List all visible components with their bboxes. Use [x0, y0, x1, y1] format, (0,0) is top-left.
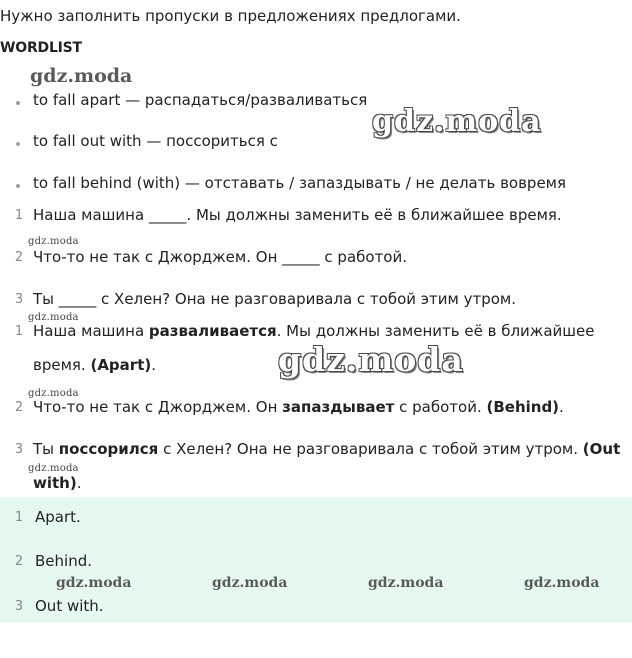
filled-sentence — [33, 440, 620, 458]
bullet-icon — [16, 101, 20, 105]
filled-sentence-continuation — [33, 356, 156, 374]
filled-sentence — [33, 322, 594, 340]
sentence-text: Что-то не так с Джорджем. Он — [33, 398, 283, 416]
sentence-text: с Хелен? Она не разговаривала с тобой этим утром. — [158, 440, 583, 458]
bullet-icon — [16, 184, 20, 188]
watermark: gdz.moda — [56, 575, 132, 591]
answer-hint: (Apart) — [90, 356, 152, 374]
item-number: 3 — [14, 292, 24, 307]
watermark: gdz.moda — [28, 388, 79, 399]
answer-hint: (Behind) — [486, 398, 560, 416]
sentence-text: . — [76, 474, 82, 492]
task-sentence: Ты _____ с Хелен? Она не разговаривала с тобой этим утром. — [33, 290, 516, 308]
watermark: gdz.moda — [524, 575, 600, 591]
sentence-text: Ты — [33, 440, 59, 458]
item-number: 2 — [14, 250, 24, 265]
sentence-text: время. — [33, 356, 91, 374]
sentence-text: . — [559, 398, 564, 416]
task-sentence: Что-то не так с Джорджем. Он _____ с работой. — [33, 248, 408, 266]
task-sentence: Наша машина _____. Мы должны заменить её в ближайшее время. — [33, 206, 562, 224]
answer-item: Out with. — [35, 597, 104, 615]
wordlist-title: WORDLIST — [0, 40, 82, 56]
answer-hint: with) — [33, 474, 77, 492]
filled-sentence-continuation — [33, 474, 82, 492]
watermark: gdz.moda — [28, 463, 79, 474]
item-number: 2 — [14, 554, 24, 569]
item-number: 2 — [14, 400, 24, 415]
answer-word: запаздывает — [282, 398, 395, 416]
item-number: 1 — [14, 208, 24, 223]
answer-hint: (Out — [582, 440, 621, 458]
item-number: 1 — [14, 510, 24, 525]
sentence-text: Наша машина — [33, 322, 149, 340]
wordlist-item: to fall out with — поссориться с — [33, 132, 278, 150]
watermark: gdz.moda — [28, 236, 79, 247]
answer-item: Behind. — [35, 552, 92, 570]
bullet-icon — [16, 142, 20, 146]
watermark: gdz.moda — [212, 575, 288, 591]
item-number: 1 — [14, 324, 24, 339]
sentence-text: . Мы должны заменить её в ближайшее — [276, 322, 595, 340]
sentence-text: с работой. — [394, 398, 487, 416]
watermark: gdz.moda — [28, 312, 79, 323]
task-instruction: Нужно заполнить пропуски в предложениях предлогами. — [0, 7, 461, 25]
wordlist-item: to fall apart — распадаться/разваливаться — [33, 91, 368, 109]
watermark-large: gdz.moda — [278, 340, 464, 379]
item-number: 3 — [14, 599, 24, 614]
filled-sentence — [33, 398, 564, 416]
answer-word: поссорился — [58, 440, 159, 458]
wordlist-item: to fall behind (with) — отставать / запаздывать / не делать вовремя — [33, 174, 567, 192]
answer-item: Apart. — [35, 508, 81, 526]
watermark: gdz.moda — [368, 575, 444, 591]
watermark-large: gdz.moda — [372, 104, 542, 139]
answer-word: разваливается — [148, 322, 277, 340]
watermark: gdz.moda — [30, 65, 133, 87]
sentence-text: . — [151, 356, 156, 374]
item-number: 3 — [14, 442, 24, 457]
